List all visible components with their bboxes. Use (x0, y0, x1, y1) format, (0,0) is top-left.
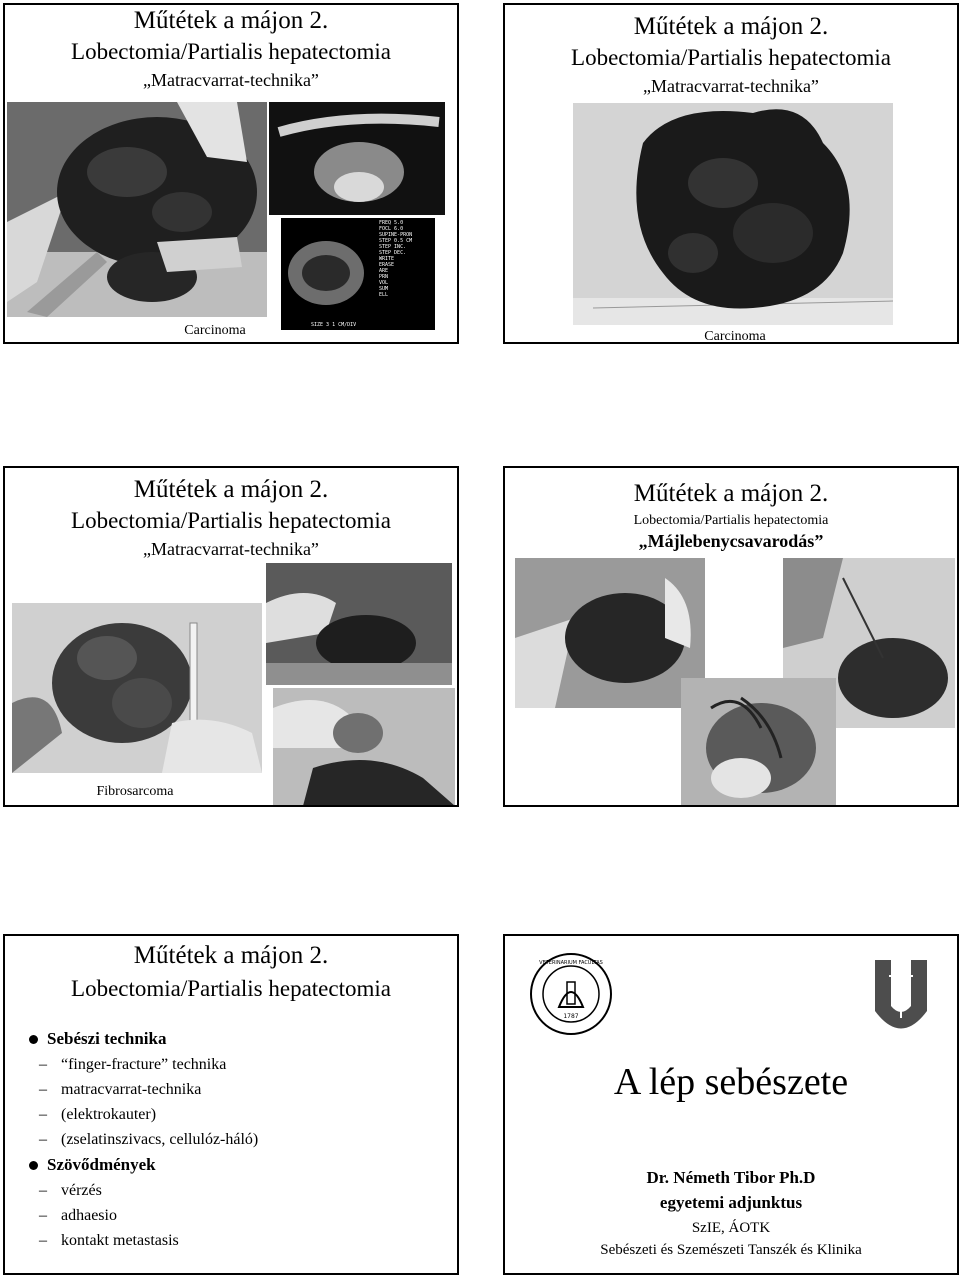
svg-text:1787: 1787 (563, 1013, 579, 1020)
bullet-item: Sebészi technika (27, 1028, 437, 1054)
slide-title: Műtétek a májon 2. (633, 13, 829, 40)
slide-subtitle: Lobectomia/Partialis hepatectomia (71, 39, 391, 64)
slide-caption: Carcinoma (184, 323, 246, 338)
bullet-item: Szövődmények (27, 1154, 437, 1180)
slide-1 (3, 3, 459, 344)
bullet-list (27, 1028, 437, 1255)
bullet-dot-icon (29, 1161, 38, 1170)
slide-subtitle: Lobectomia/Partialis hepatectomia (571, 45, 891, 70)
slide-title: Műtétek a májon 2. (633, 480, 829, 507)
author-position: egyetemi adjunktus (659, 1193, 803, 1212)
university-seal-logo (529, 952, 613, 1036)
slide-title: Műtétek a májon 2. (133, 7, 329, 34)
department: Sebészeti és Szemészeti Tanszék és Klinika (600, 1242, 862, 1258)
sub-bullet-item: – matracvarrat-technika (39, 1081, 202, 1098)
bullet-dot-icon (29, 1035, 38, 1044)
ultrasound-readout: FREQ 5.0 FOCL 6.0 SUPINE-PRON STEP 0.5 CM STEP INC. STEP DEC. WRITE ERASE ARE PRN VOL SUM ELL (379, 220, 413, 298)
sub-bullet-item: – “finger-fracture” technika (39, 1056, 227, 1073)
slide-2 (503, 3, 959, 344)
author-name: Dr. Németh Tibor Ph.D (646, 1168, 816, 1187)
fibrosarcoma-photo (12, 603, 262, 773)
slide-4 (503, 466, 959, 807)
slide-caption: Carcinoma (704, 329, 766, 344)
sub-bullet-item: – vérzés (39, 1182, 102, 1199)
slide-title: Műtétek a májon 2. (133, 476, 329, 503)
slide-caption: Fibrosarcoma (96, 784, 174, 799)
ultrasound-footer: SIZE 3 1 CM/DIV (311, 322, 357, 328)
xray-photo (269, 102, 445, 215)
slide-technique: „Matracvarrat-technika” (643, 76, 819, 96)
slide-technique: „Májlebenycsavarodás” (638, 531, 824, 551)
slide-technique: „Matracvarrat-technika” (143, 539, 319, 559)
torsion-photo-1 (515, 558, 705, 708)
slide-heading: A lép sebészete (613, 1061, 849, 1103)
surgery-mesh-photo (273, 688, 455, 806)
sub-bullet-item: – adhaesio (39, 1207, 117, 1224)
resected-liver-photo (573, 103, 893, 325)
slide-5 (3, 934, 459, 1275)
sub-bullet-item: – (elektrokauter) (39, 1106, 157, 1123)
slide-6 (503, 934, 959, 1275)
slide-subtitle: Lobectomia/Partialis hepatectomia (71, 508, 391, 533)
svg-text:VETERINARIUM FACULTAS: VETERINARIUM FACULTAS (539, 960, 603, 966)
sub-bullet-item: – (zselatinszivacs, cellulóz-háló) (39, 1131, 259, 1148)
slide-title: Műtétek a májon 2. (133, 942, 329, 969)
slide-technique: „Matracvarrat-technika” (143, 70, 319, 90)
institution: SzIE, ÁOTK (691, 1220, 771, 1236)
liver-carcinoma-photo (7, 102, 267, 317)
slide-subtitle: Lobectomia/Partialis hepatectomia (633, 513, 829, 528)
ultrasound-photo (281, 218, 435, 330)
sub-bullet-item: – kontakt metastasis (39, 1232, 179, 1249)
surgery-hand-photo (266, 563, 452, 685)
department-emblem-logo (871, 956, 931, 1036)
slide-subtitle: Lobectomia/Partialis hepatectomia (71, 976, 391, 1001)
torsion-photo-3 (681, 678, 836, 806)
slide-3 (3, 466, 459, 807)
